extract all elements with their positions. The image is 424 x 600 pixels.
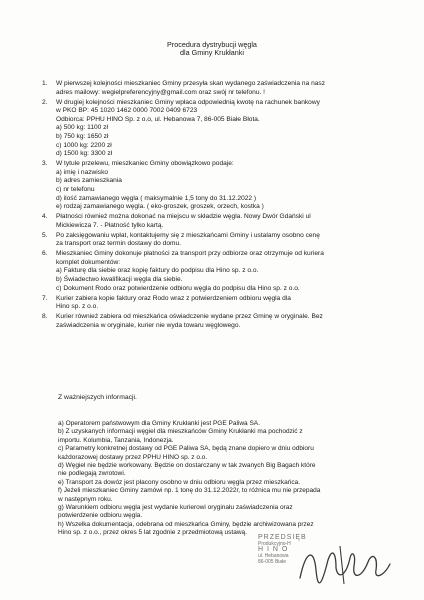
info-line: f) Jeżeli mieszkaniec Gminy zamówi np. 1 tonę do 31.12.2022r, to różnica mu nie przepada (58, 487, 321, 495)
procedure-step (42, 313, 402, 330)
step-line: w PKO BP: 45 1020 1462 0000 7002 0409 6723 (56, 107, 198, 115)
info-line: g) Warunkiem odbioru węgla jest wydanie kurierowi oryginału zaświadczenia oraz (58, 504, 293, 512)
info-line: a) Operatorem państwowym dla Gminy Krukłanki jest PGE Paliwa SA. (58, 420, 260, 427)
step-number: 2. (42, 98, 48, 106)
step-line: Mickiewicza 7. - Płatność tylko kartą. (56, 221, 164, 229)
info-item (58, 504, 404, 521)
step-line: c) Dokument Rodo oraz potwierdzenie odbioru węgla do podpisu dla Hino sp. z o.o. (56, 284, 300, 292)
step-number: 7. (42, 294, 48, 302)
info-item (58, 462, 404, 479)
document-title: Procedura dystrybucji węgla (167, 40, 257, 49)
step-number: 3. (42, 160, 48, 168)
info-line: c) Parametry konkretnej dostawy od PGE Paliwa SA, będą znane dopiero w dniu odbioru (58, 445, 314, 453)
stamp-line-1: PRZEDSIĘB (258, 534, 307, 541)
procedure-step (42, 250, 402, 293)
info-item (58, 420, 404, 428)
procedure-step (42, 295, 402, 312)
step-number: 4. (42, 213, 48, 221)
step-line: c) nr telefonu (56, 185, 95, 193)
info-item (58, 479, 404, 487)
info-line: b) Z uzyskanych informacji węgiel dla mieszkańców Gminy Krukłanki ma pochodzić z (58, 428, 303, 436)
step-line: adres mailowy: wegielpreferencyjny@gmail.com oraz swój nr telefonu. ! (56, 88, 265, 96)
handwritten-signature (292, 540, 412, 590)
step-line: komplet dokumentów: (56, 258, 121, 266)
step-line: a) imię i nazwisko (56, 168, 109, 176)
step-line: e) rodzaj zamawianego węgla. ( eko-groszek, groszek, orzech, kostka ) (56, 203, 264, 211)
step-line: Hino sp. z o.o. (56, 303, 99, 311)
step-line: Odbiorca: PPHU HINO Sp. z o.o, ul. Hebanowa 7, 86-005 Białe Błota. (56, 115, 260, 123)
info-line: d) Węgiel nie będzie workowany. Będzie on dostarczany w tak zwanych Big Bagach które (58, 462, 316, 470)
info-line: e) Transport za dowóz jest płacony osobno w dniu odbioru węgla przez mieszkańca. (58, 478, 301, 486)
step-number: 5. (42, 231, 48, 239)
step-number: 1. (42, 80, 48, 87)
step-line: a) 500 kg: 1100 zł (56, 124, 108, 132)
info-item (58, 445, 404, 462)
step-line: W pierwszej kolejności mieszkaniec Gminy przesyła skan wydanego zaświadczenia na nasz (56, 80, 325, 87)
step-line: zaświadczenia w oryginale, kurier nie wyda towaru węglowego. (56, 321, 241, 329)
step-line: b) Świadectwo kwalifikacji węgla dla siebie. (56, 276, 183, 284)
step-line: c) 1000 kg: 2200 zł (56, 141, 112, 149)
info-line: importu. Kolumbia, Tanzania, Indonezja. (58, 436, 174, 444)
info-line: w następnym roku. (58, 495, 113, 503)
step-number: 6. (42, 250, 48, 258)
step-line: d) 1500 kg: 3300 zł (56, 150, 113, 158)
step-line: b) 750 kg: 1650 zł (56, 132, 109, 140)
procedure-step (42, 213, 402, 230)
step-line: Po zaksięgowaniu wpłat, kontaktujemy się z mieszkańcami Gminy i ustalamy osobno cenę (56, 231, 320, 239)
step-line: b) adres zamieszkania (56, 177, 122, 185)
info-item (58, 521, 404, 538)
info-heading: Z ważniejszych informacji. (58, 394, 137, 401)
info-line: h) Wszelka dokumentacja, odebrana od mieszkańca Gminy, będzie archiwizowana przez (58, 520, 314, 528)
step-line: za transport oraz termin dostawy do domu. (56, 240, 181, 248)
step-line: W drugiej kolejności mieszkaniec Gminy wpłaca odpowiednią kwotę na rachunek bankowy (56, 98, 320, 106)
step-line: W tytule przelewu, mieszkaniec Gminy obowiązkowo podaje: (56, 160, 234, 168)
info-line: Hino sp. z o.o., przez okres 5 lat zgodnie z przedmiotową ustawą. (58, 529, 247, 537)
info-list (58, 420, 404, 538)
info-item (58, 487, 404, 504)
info-line: nie podlegają zwrotowi. (58, 470, 126, 478)
step-line: Płatności również można dokonać na miejscu w składzie węgla. Nowy Dwór Gdański ul (56, 213, 311, 221)
info-line: każdorazowej dostawy przez PPHU HINO sp. z o.o. (58, 453, 208, 461)
step-line: Kurier zabiera kopie faktury oraz Rodo wraz z potwierdzeniem odbioru węgla dla (56, 294, 291, 302)
procedure-step (42, 160, 402, 212)
document-subtitle: dla Gminy Krukłanki (180, 48, 244, 57)
stamp-line-3: H I N O (258, 546, 289, 553)
step-line: d) ilość zamawianego węgla ( maksymalnie 1,5 tony do 31.12.2022 ) (56, 194, 257, 202)
step-number: 8. (42, 313, 48, 321)
info-line: potwierdzenie odbioru węgla. (58, 512, 143, 520)
step-line: Mieszkaniec Gminy dokonuje płatności za transport przy odbiorze oraz otrzymuje od kuriera (56, 250, 324, 258)
stamp-line-5: 86-005 Białe (258, 559, 287, 565)
procedure-step (42, 80, 402, 97)
stamp-line-2: Produkcyjno-H (258, 541, 291, 547)
step-line: Kurier również zabiera od mieszkańca oświadczenie wydane przez Gminę w oryginale. Bez (56, 313, 323, 321)
info-item (58, 428, 404, 445)
stamp-line-4: ul. Hebanowa (258, 553, 289, 559)
procedure-step (42, 232, 402, 249)
step-line: a) Fakturę dla siebie oraz kopię faktury do podpisu dla Hino sp. z o.o. (56, 267, 259, 275)
procedure-steps-list (42, 80, 402, 332)
procedure-step (42, 99, 402, 159)
